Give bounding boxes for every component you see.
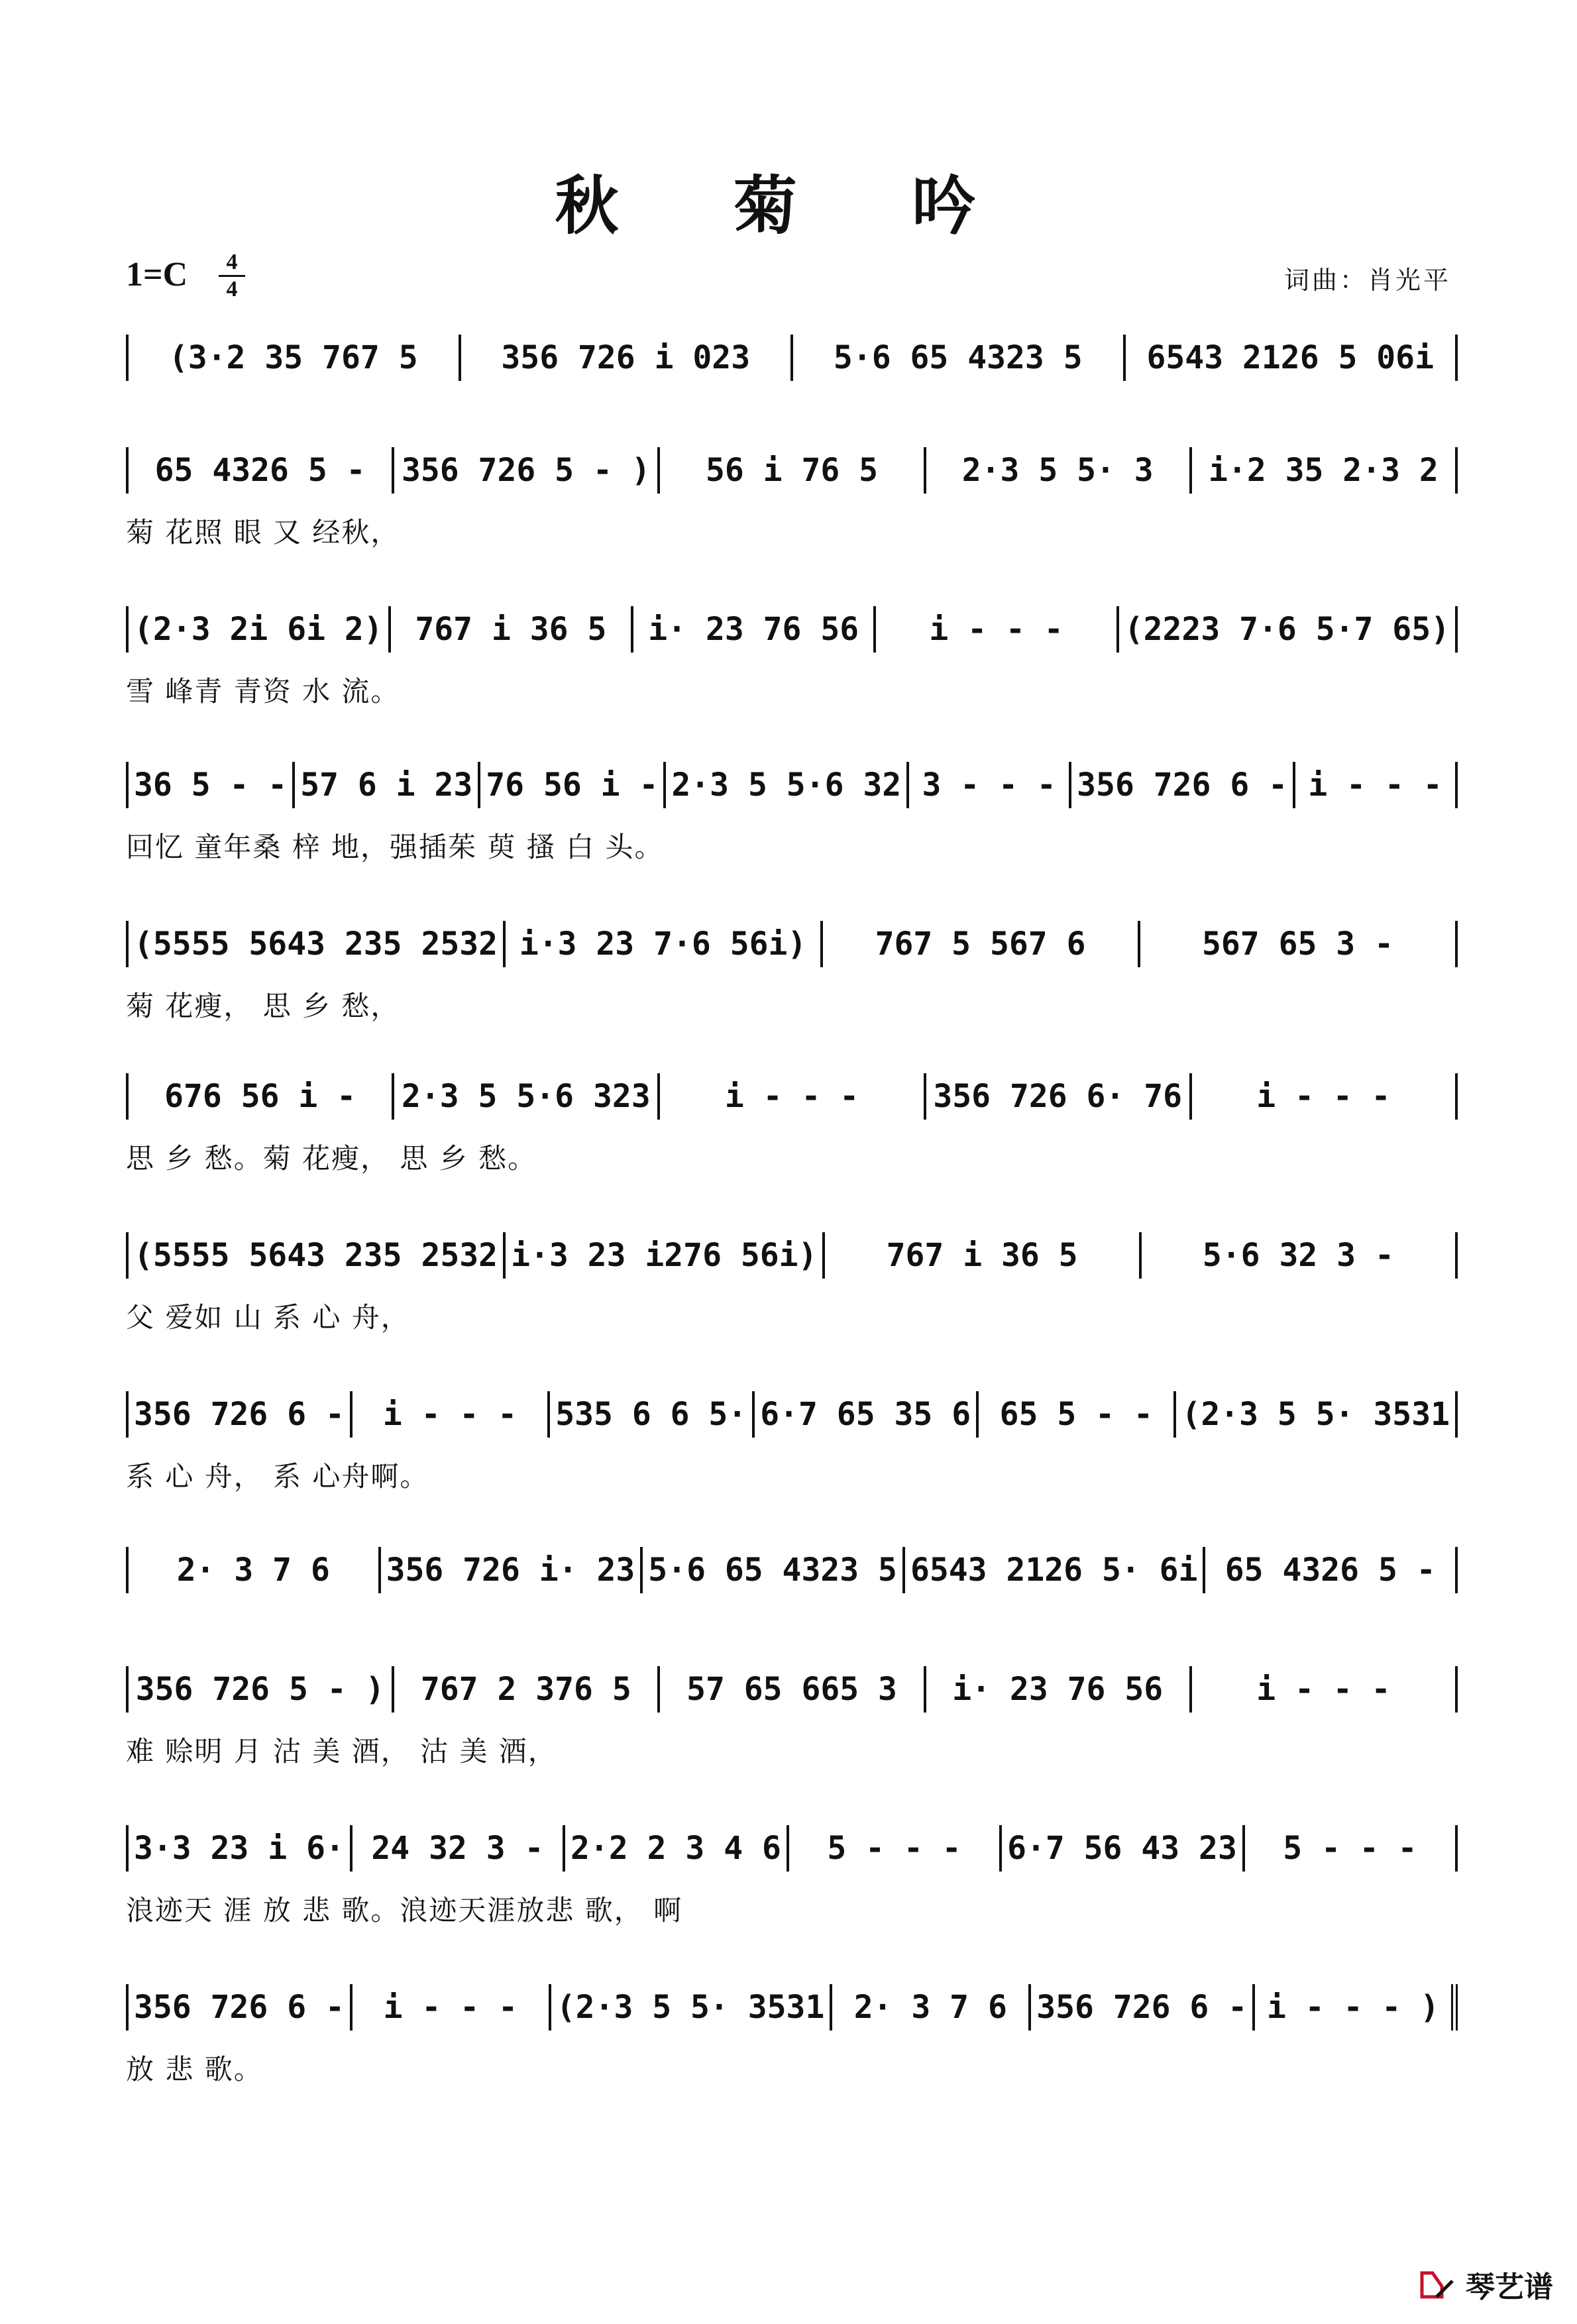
measure: (5555 5643 235 2532 xyxy=(126,921,506,967)
watermark-logo xyxy=(1419,2263,1553,2305)
measure: 24 32 3 - xyxy=(353,1825,565,1872)
composer-credit: 词曲：肖光平 xyxy=(1283,266,1451,295)
measure: 5·6 65 4323 5 xyxy=(793,335,1126,381)
measure: 356 726 6 - xyxy=(126,1391,353,1438)
measure: 65 5 - - xyxy=(979,1391,1176,1438)
measure: 535 6 6 5· xyxy=(550,1391,755,1438)
measure: 6·7 65 35 6 xyxy=(755,1391,979,1438)
measure: 6543 2126 5 06i xyxy=(1126,335,1458,381)
measure: 767 5 567 6 xyxy=(823,921,1140,967)
measure: 5·6 32 3 - xyxy=(1142,1232,1458,1279)
measure: i - - - xyxy=(876,606,1118,653)
piano-logo-icon xyxy=(1419,2268,1459,2301)
measure: i·3 23 7·6 56i) xyxy=(506,921,823,967)
lyric-line: 浪迹天 涯 放 悲 歌。浪迹天涯放悲 歌， 啊 xyxy=(126,1894,683,1927)
measure: (2·3 5 5· 3531 xyxy=(1176,1391,1458,1438)
measure: 356 726 6 - xyxy=(1071,762,1295,808)
measure: i - - - ) xyxy=(1255,1984,1458,2031)
notation-line xyxy=(126,1232,1458,1279)
measure: i - - - xyxy=(660,1073,926,1120)
measure: i·3 23 i276 56i) xyxy=(506,1232,825,1279)
measure: 2· 3 7 6 xyxy=(126,1547,381,1593)
measure: i·2 35 2·3 2 xyxy=(1192,447,1458,494)
measure: 767 i 36 5 xyxy=(825,1232,1141,1279)
measure: 2·3 5 5· 3 xyxy=(926,447,1192,494)
notation-line xyxy=(126,1825,1458,1872)
measure: (3·2 35 767 5 xyxy=(126,335,461,381)
notation-line xyxy=(126,335,1458,381)
measure: i - - - xyxy=(353,1984,551,2031)
notation-line xyxy=(126,1984,1458,2031)
measure: 57 6 i 23 xyxy=(295,762,480,808)
measure: 6·7 56 43 23 xyxy=(1002,1825,1245,1872)
measure: 356 726 5 - ) xyxy=(394,447,660,494)
measure: i - - - xyxy=(1192,1073,1458,1120)
measure: 36 5 - - xyxy=(126,762,295,808)
measure: 567 65 3 - xyxy=(1140,921,1458,967)
measure: i· 23 76 56 xyxy=(633,606,876,653)
measure: 2·3 5 5·6 323 xyxy=(394,1073,660,1120)
lyric-line: 放 悲 歌。 xyxy=(126,2053,263,2086)
lyric-line: 父 爱如 山 系 心 舟， xyxy=(126,1301,410,1334)
notation-line xyxy=(126,1666,1458,1713)
lyric-line: 思 乡 愁。菊 花瘦， 思 乡 愁。 xyxy=(126,1142,537,1175)
lyric-line: 回忆 童年桑 梓 地，强插茱 萸 搔 白 头。 xyxy=(126,831,664,863)
measure: i - - - xyxy=(1295,762,1458,808)
measure: 767 2 376 5 xyxy=(394,1666,660,1713)
measure: 356 726 5 - ) xyxy=(126,1666,394,1713)
lyric-line: 雪 峰青 青资 水 流。 xyxy=(126,675,400,708)
measure: i - - - xyxy=(353,1391,550,1438)
measure: 5 - - - xyxy=(1245,1825,1458,1872)
measure: 3·3 23 i 6· xyxy=(126,1825,353,1872)
watermark-text: 琴艺谱 xyxy=(1466,2270,1553,2304)
key-signature: 1=C xyxy=(126,256,188,293)
measure: 356 726 i 023 xyxy=(461,335,794,381)
measure: 356 726 i· 23 xyxy=(381,1547,643,1593)
measure: 2· 3 7 6 xyxy=(832,1984,1031,2031)
measure: 767 i 36 5 xyxy=(391,606,633,653)
measure: 5 - - - xyxy=(789,1825,1002,1872)
measure: 676 56 i - xyxy=(126,1073,394,1120)
measure: i· 23 76 56 xyxy=(926,1666,1192,1713)
notation-line xyxy=(126,447,1458,494)
measure: 57 65 665 3 xyxy=(660,1666,926,1713)
measure: 76 56 i - xyxy=(480,762,666,808)
measure: 65 4326 5 - xyxy=(126,447,394,494)
measure: (2·3 2i 6i 2) xyxy=(126,606,391,653)
lyric-line: 菊 花照 眼 又 经秋， xyxy=(126,516,400,549)
measure: 6543 2126 5· 6i xyxy=(905,1547,1205,1593)
measure: (2223 7·6 5·7 65) xyxy=(1119,606,1458,653)
notation-line xyxy=(126,762,1458,808)
measure: i - - - xyxy=(1192,1666,1458,1713)
measure: 356 726 6 - xyxy=(1031,1984,1255,2031)
notation-line xyxy=(126,1073,1458,1120)
notation-line xyxy=(126,1391,1458,1438)
time-signature xyxy=(219,250,245,301)
lyric-line: 菊 花瘦， 思 乡 愁， xyxy=(126,990,400,1022)
time-signature-bottom: 4 xyxy=(226,277,238,301)
measure: (2·3 5 5· 3531 xyxy=(551,1984,833,2031)
measure: 3 - - - xyxy=(909,762,1071,808)
measure: (5555 5643 235 2532 xyxy=(126,1232,506,1279)
notation-line xyxy=(126,606,1458,653)
time-signature-top: 4 xyxy=(226,250,238,274)
measure: 5·6 65 4323 5 xyxy=(643,1547,905,1593)
lyric-line: 难 赊明 月 沽 美 酒， 沽 美 酒， xyxy=(126,1735,557,1768)
measure: 65 4326 5 - xyxy=(1205,1547,1458,1593)
measure: 2·2 2 3 4 6 xyxy=(565,1825,789,1872)
measure: 356 726 6 - xyxy=(126,1984,353,2031)
notation-line xyxy=(126,1547,1458,1593)
measure: 356 726 6· 76 xyxy=(926,1073,1192,1120)
notation-line xyxy=(126,921,1458,967)
measure: 2·3 5 5·6 32 xyxy=(666,762,909,808)
lyric-line: 系 心 舟， 系 心舟啊。 xyxy=(126,1460,429,1493)
song-title: 秋 菊 吟 xyxy=(555,168,1022,243)
measure: 56 i 76 5 xyxy=(660,447,926,494)
